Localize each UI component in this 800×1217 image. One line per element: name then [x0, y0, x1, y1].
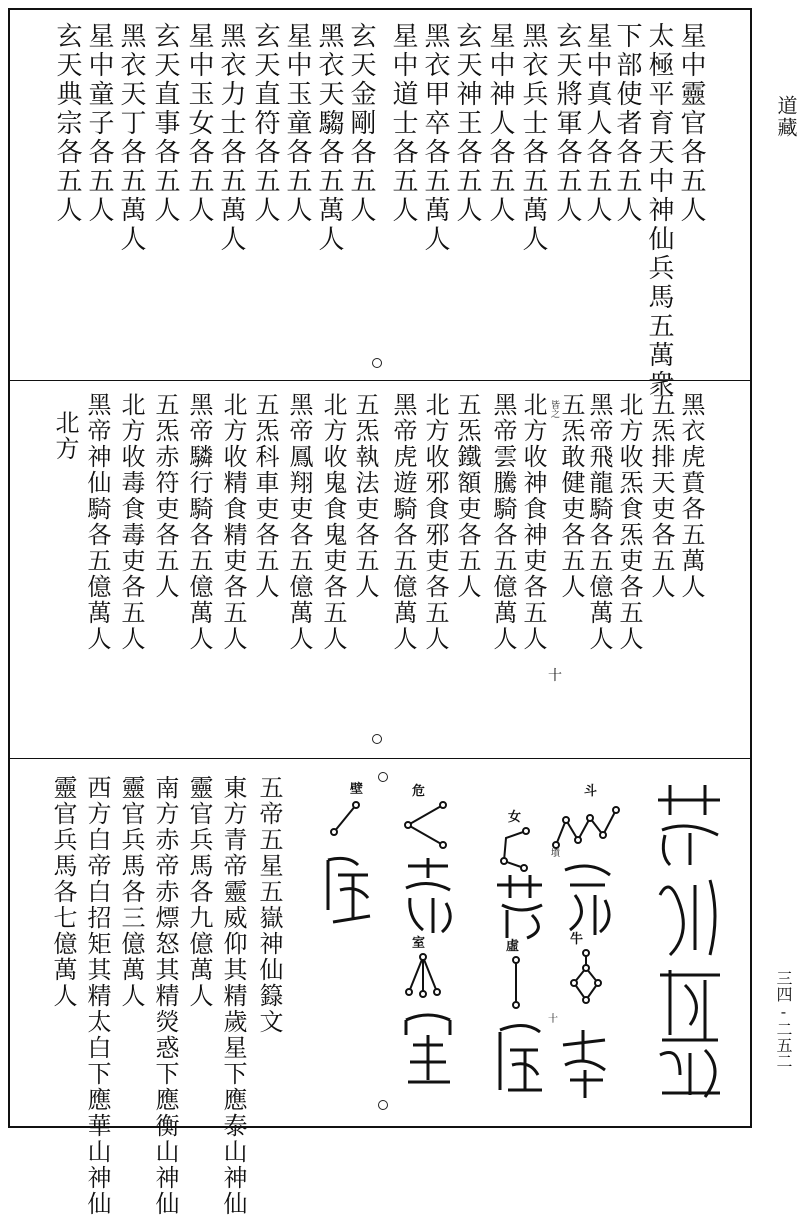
- circle-mark: [372, 358, 382, 368]
- constellation-niu: [566, 948, 606, 1008]
- s2-column: 黑帝神仙騎各五億萬人: [83, 392, 111, 652]
- talisman-glyph: [398, 858, 458, 938]
- s3-column: 靈官兵馬各三億萬人: [117, 775, 145, 1009]
- s2-column: 五炁排天吏各五人: [647, 392, 675, 600]
- s1-column: 黑衣力士各五萬人: [216, 22, 246, 254]
- s1-column: 玄天將軍各五人: [552, 22, 582, 225]
- margin-mark: 十: [548, 1014, 558, 1025]
- s3-column: 五帝五星五嶽神仙籙文: [255, 775, 283, 1035]
- s2-column: 北方收毒食毒吏各五人: [117, 392, 145, 652]
- s1-column: 星中玉童各五人: [282, 22, 312, 225]
- s2-column: 五炁執法吏各五人: [351, 392, 379, 600]
- s2-column: 黑帝虎遊騎各五億萬人: [389, 392, 417, 652]
- s3-column: 靈官兵馬各七億萬人: [49, 775, 77, 1009]
- s2-column: 黑帝鳳翔吏各五億萬人: [285, 392, 313, 652]
- s1-column: 玄天典宗各五人: [52, 22, 82, 225]
- s1-column: 黑衣天騶各五萬人: [314, 22, 344, 254]
- talisman-glyph: [398, 1010, 458, 1090]
- s1-column: 星中玉女各五人: [184, 22, 214, 225]
- s1-column: 玄天神王各五人: [452, 22, 482, 225]
- talisman-glyph: [318, 850, 378, 930]
- s2-column: 五炁科車吏各五人: [251, 392, 279, 600]
- s1-column: 星中真人各五人: [582, 22, 612, 225]
- mansion-label: 壁: [350, 782, 364, 797]
- talisman-glyph: [560, 860, 620, 940]
- s1-column: 玄天直事各五人: [150, 22, 180, 225]
- mansion-label: 虛: [506, 939, 520, 954]
- s1-column: 玄天金剛各五人: [346, 22, 376, 225]
- talisman-glyph: [555, 1030, 615, 1100]
- mansion-label: 女: [508, 810, 522, 825]
- s1-column: 下部使者各五人: [612, 22, 642, 225]
- s2-column: 北方收神食神吏各五人: [519, 392, 547, 652]
- margin-mark: 十: [548, 668, 562, 684]
- s2-column: 北方收鬼食鬼吏各五人: [319, 392, 347, 652]
- constellation-nu: [496, 826, 536, 876]
- s2-column: 五炁敢健吏各五人: [557, 392, 585, 600]
- s1-column: 黑衣兵士各五萬人: [518, 22, 548, 254]
- s2-column: 北方收邪食邪吏各五人: [421, 392, 449, 652]
- page-number: 三四-二五二: [774, 970, 793, 1069]
- s3-column: 南方赤帝赤熛怒其精熒惑下應衡山神仙: [151, 775, 179, 1217]
- s1-column: 星中童子各五人: [84, 22, 114, 225]
- s1-column: 星中靈官各五人: [676, 22, 706, 225]
- s1-column: 太極平育天中神仙兵馬五萬衆: [644, 22, 674, 399]
- mansion-label: 危: [412, 784, 426, 799]
- s3-column: 靈官兵馬各九億萬人: [185, 775, 213, 1009]
- s3-column: 西方白帝白招矩其精太白下應華山神仙: [83, 775, 111, 1217]
- talisman-glyph: [492, 870, 552, 940]
- circle-mark: [378, 772, 388, 782]
- s2-column: 北方: [51, 410, 79, 462]
- constellation-shi: [403, 952, 443, 1002]
- circle-mark: [372, 734, 382, 744]
- s2-column: 五炁鐵額吏各五人: [453, 392, 481, 600]
- s1-column: 黑衣甲卒各五萬人: [420, 22, 450, 254]
- s1-column: 玄天直符各五人: [250, 22, 280, 225]
- section-divider-2: [8, 758, 752, 759]
- constellation-wei: [398, 800, 458, 850]
- small-note: 皆之: [549, 400, 559, 418]
- s1-column: 星中道士各五人: [388, 22, 418, 225]
- s3-column: 東方青帝靈威仰其精歲星下應泰山神仙: [219, 775, 247, 1217]
- mansion-label: 牛: [570, 932, 584, 947]
- mansion-label: 室: [412, 936, 426, 951]
- talisman-glyphs: [650, 775, 730, 1105]
- s2-column: 黑帝驎行騎各五億萬人: [185, 392, 213, 652]
- s2-column: 北方收炁食炁吏各五人: [615, 392, 643, 652]
- section-divider-1: [8, 380, 752, 381]
- s2-column: 黑帝飛龍騎各五億萬人: [585, 392, 613, 652]
- collection-title: 道藏: [774, 95, 798, 139]
- s2-column: 黑帝雲騰騎各五億萬人: [489, 392, 517, 652]
- small-note: 墳: [549, 848, 559, 857]
- circle-mark: [378, 1100, 388, 1110]
- s1-column: 星中神人各五人: [485, 22, 515, 225]
- talisman-glyph: [490, 1020, 550, 1100]
- s2-column: 北方收精食精吏各五人: [219, 392, 247, 652]
- s1-column: 黑衣天丁各五萬人: [116, 22, 146, 254]
- constellation-xu: [508, 955, 528, 1015]
- s2-column: 五炁赤符吏各五人: [151, 392, 179, 600]
- mansion-label: 斗: [584, 784, 598, 799]
- s2-column: 黑衣虎賁各五萬人: [677, 392, 705, 600]
- constellation-bi: [326, 800, 366, 840]
